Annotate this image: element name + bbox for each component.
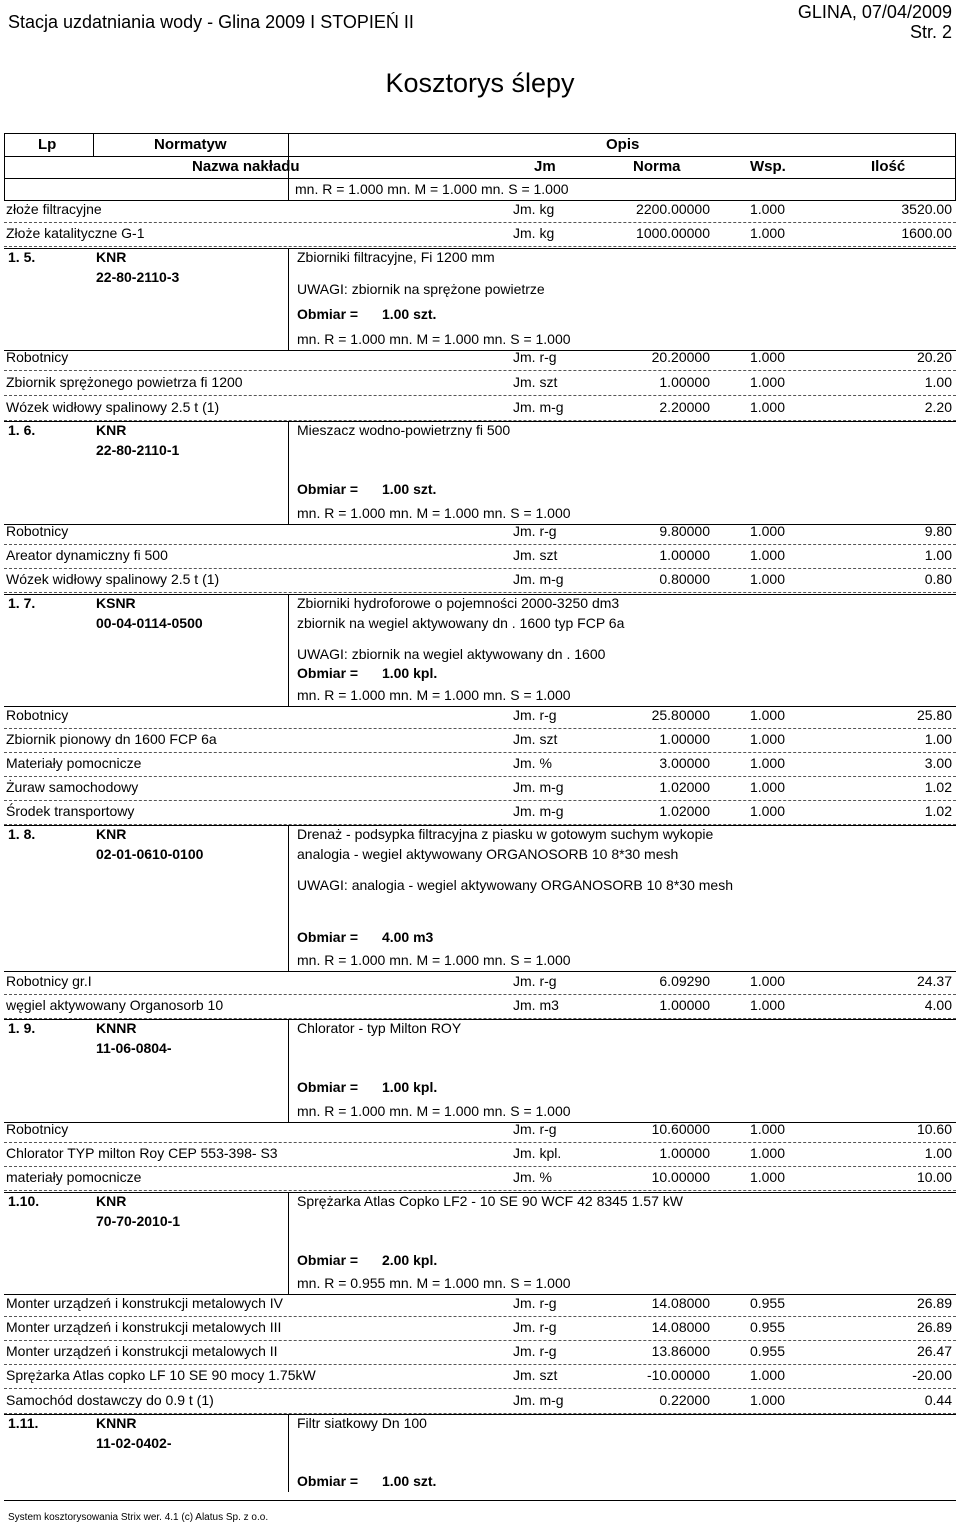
- norm-catalog: KNNR: [96, 1415, 137, 1431]
- header-top-rule: [4, 133, 956, 134]
- position-obmiar: [297, 1079, 437, 1095]
- resource-ilosc: 1.00: [924, 731, 952, 747]
- position-bottom-rule: [4, 706, 956, 707]
- obmiar-label: Obmiar =: [297, 1252, 362, 1268]
- col-header-ilosc: Ilość: [871, 158, 906, 175]
- position-top-rule: [4, 1019, 956, 1020]
- norm-code: 11-02-0402-: [96, 1435, 172, 1451]
- resource-unit: Jm. kpl.: [513, 1145, 562, 1161]
- resource-wsp: 1.000: [749, 547, 785, 563]
- resource-unit: Jm. kg: [513, 225, 555, 241]
- resource-ilosc: 1600.00: [901, 225, 952, 241]
- position-divider: [288, 248, 289, 350]
- norm-catalog: KNR: [96, 249, 127, 265]
- obmiar-label: Obmiar =: [297, 929, 362, 945]
- norm-catalog: KSNR: [96, 595, 136, 611]
- position-top-rule: [4, 1414, 956, 1415]
- resource-wsp: 1.000: [749, 225, 785, 241]
- resource-name: Wózek widłowy spalinowy 2.5 t (1): [6, 571, 220, 587]
- row-separator: [4, 1142, 956, 1143]
- obmiar-value: 1.00 szt.: [381, 1473, 437, 1489]
- row-separator: [4, 728, 956, 729]
- obmiar-value: 4.00 m3: [381, 929, 434, 945]
- position-description: Zbiorniki hydroforowe o pojemności 2000-3250 dm3: [297, 595, 620, 611]
- resource-unit: Jm. m-g: [513, 571, 564, 587]
- row-separator: [4, 994, 956, 995]
- resource-name: Materiały pomocnicze: [6, 755, 142, 771]
- header-factors-rule: [4, 200, 956, 201]
- position-bottom-rule: [4, 350, 956, 351]
- resource-ilosc: 1.02: [924, 779, 952, 795]
- position-description: analogia - wegiel aktywowany ORGANOSORB 10 8*30 mesh: [297, 846, 679, 862]
- resource-name: węgiel aktywowany Organosorb 10: [6, 997, 224, 1013]
- row-separator: [4, 776, 956, 777]
- resource-unit: Jm. r-g: [513, 1319, 557, 1335]
- resource-unit: Jm. szt: [513, 1367, 558, 1383]
- row-separator: [4, 222, 956, 223]
- resource-ilosc: 4.00: [924, 997, 952, 1013]
- position-factors: mn. R = 1.000 mn. M = 1.000 mn. S = 1.000: [297, 505, 571, 521]
- resource-norma: 20.20000: [651, 349, 710, 365]
- position-obmiar: [297, 1473, 436, 1489]
- resource-ilosc: 1.02: [924, 803, 952, 819]
- norm-catalog: KNR: [96, 826, 127, 842]
- resource-wsp: 1.000: [749, 779, 785, 795]
- position-factors: mn. R = 1.000 mn. M = 1.000 mn. S = 1.000: [297, 331, 571, 347]
- header-divider-lp: [93, 133, 94, 156]
- position-description: Mieszacz wodno-powietrzny fi 500: [297, 422, 511, 438]
- resource-name: Zbiornik pionowy dn 1600 FCP 6a: [6, 731, 217, 747]
- resource-unit: Jm. r-g: [513, 349, 557, 365]
- obmiar-value: 2.00 kpl.: [381, 1252, 438, 1268]
- resource-unit: Jm. r-g: [513, 523, 557, 539]
- norm-code: 11-06-0804-: [96, 1040, 172, 1056]
- position-factors: mn. R = 0.955 mn. M = 1.000 mn. S = 1.000: [297, 1275, 571, 1291]
- resource-norma: 13.86000: [651, 1343, 710, 1359]
- position-description: Zbiorniki filtracyjne, Fi 1200 mm: [297, 249, 495, 265]
- resource-name: Sprężarka Atlas copko LF 10 SE 90 mocy 1.75kW: [6, 1367, 316, 1383]
- row-separator: [4, 370, 956, 371]
- row-separator: [4, 592, 956, 593]
- position-bottom-rule: [4, 971, 956, 972]
- resource-unit: Jm. r-g: [513, 1343, 557, 1359]
- position-obmiar: [297, 665, 437, 681]
- resource-unit: Jm. szt: [513, 731, 558, 747]
- resource-ilosc: 25.80: [916, 707, 952, 723]
- resource-name: Chlorator TYP milton Roy CEP 553-398- S3: [6, 1145, 278, 1161]
- col-header-normatyw: Normatyw: [154, 136, 227, 153]
- position-top-rule: [4, 421, 956, 422]
- resource-ilosc: 0.44: [924, 1392, 952, 1408]
- top-factors: mn. R = 1.000 mn. M = 1.000 mn. S = 1.000: [295, 181, 569, 197]
- resource-name: Robotnicy: [6, 349, 69, 365]
- obmiar-value: 1.00 szt.: [381, 481, 437, 497]
- resource-norma: 10.60000: [651, 1121, 710, 1137]
- resource-norma: 6.09290: [659, 973, 710, 989]
- document-header-left: Stacja uzdatniania wody - Glina 2009 I STOPIEŃ II: [8, 12, 414, 32]
- row-separator: [4, 752, 956, 753]
- resource-wsp: 1.000: [749, 707, 785, 723]
- position-description: Chlorator - typ Milton ROY: [297, 1020, 462, 1036]
- resource-name: Robotnicy: [6, 523, 69, 539]
- position-number: 1.11.: [8, 1415, 39, 1431]
- resource-norma: 1.02000: [659, 779, 710, 795]
- col-header-nazwa: Nazwa nakładu: [192, 158, 300, 175]
- position-description: Drenaż - podsypka filtracyjna z piasku w gotowym suchym wykopie: [297, 826, 714, 842]
- resource-wsp: 1.000: [749, 1169, 785, 1185]
- resource-wsp: 1.000: [749, 399, 785, 415]
- resource-ilosc: 24.37: [916, 973, 952, 989]
- position-top-rule: [4, 1192, 956, 1193]
- position-divider: [288, 1019, 289, 1122]
- col-header-wsp: Wsp.: [750, 158, 786, 175]
- resource-ilosc: 2.20: [924, 399, 952, 415]
- resource-name: Monter urządzeń i konstrukcji metalowych II: [6, 1343, 278, 1359]
- resource-wsp: 1.000: [749, 571, 785, 587]
- col-header-opis: Opis: [606, 136, 640, 153]
- resource-ilosc: 10.00: [916, 1169, 952, 1185]
- resource-unit: Jm. m-g: [513, 803, 564, 819]
- position-number: 1. 9.: [8, 1020, 36, 1036]
- col-header-lp: Lp: [38, 136, 57, 153]
- row-separator: [4, 1316, 956, 1317]
- resource-wsp: 1.000: [749, 374, 785, 390]
- position-divider: [288, 825, 289, 971]
- document-header-right: [798, 2, 952, 42]
- resource-wsp: 1.000: [749, 349, 785, 365]
- obmiar-label: Obmiar =: [297, 1079, 362, 1095]
- norm-code: 02-01-0610-0100: [96, 846, 204, 862]
- resource-ilosc: 3.00: [924, 755, 952, 771]
- resource-unit: Jm. kg: [513, 201, 555, 217]
- resource-wsp: 1.000: [749, 523, 785, 539]
- resource-ilosc: 26.47: [916, 1343, 952, 1359]
- resource-name: Robotnicy: [6, 1121, 69, 1137]
- resource-unit: Jm. m-g: [513, 1392, 564, 1408]
- resource-unit: Jm. %: [513, 1169, 552, 1185]
- resource-ilosc: 0.80: [924, 571, 952, 587]
- page-bottom-rule: [4, 1500, 956, 1501]
- resource-name: Robotnicy gr.I: [6, 973, 92, 989]
- resource-norma: 14.08000: [651, 1295, 710, 1311]
- obmiar-label: Obmiar =: [297, 306, 362, 322]
- norm-catalog: KNNR: [96, 1020, 137, 1036]
- resource-ilosc: 26.89: [916, 1295, 952, 1311]
- resource-name: Żuraw samochodowy: [6, 779, 139, 795]
- page-title: Kosztorys ślepy: [385, 68, 575, 98]
- resource-wsp: 1.000: [749, 997, 785, 1013]
- norm-code: 22-80-2110-1: [96, 442, 180, 458]
- position-obmiar: [297, 481, 436, 497]
- resource-wsp: 1.000: [749, 1121, 785, 1137]
- resource-wsp: 1.000: [749, 803, 785, 819]
- position-remarks: UWAGI: analogia - wegiel aktywowany ORGANOSORB 10 8*30 mesh: [297, 877, 733, 893]
- header-border-left: [4, 133, 5, 200]
- position-divider: [288, 1192, 289, 1294]
- resource-ilosc: 1.00: [924, 547, 952, 563]
- position-factors: mn. R = 1.000 mn. M = 1.000 mn. S = 1.000: [297, 1103, 571, 1119]
- obmiar-label: Obmiar =: [297, 1473, 362, 1489]
- resource-wsp: 1.000: [749, 755, 785, 771]
- resource-ilosc: 26.89: [916, 1319, 952, 1335]
- position-obmiar: [297, 306, 436, 322]
- resource-ilosc: 3520.00: [901, 201, 952, 217]
- resource-ilosc: 20.20: [916, 349, 952, 365]
- resource-norma: 1.00000: [659, 997, 710, 1013]
- obmiar-value: 1.00 kpl.: [381, 665, 438, 681]
- row-separator: [4, 1364, 956, 1365]
- position-divider: [288, 594, 289, 706]
- norm-catalog: KNR: [96, 1193, 127, 1209]
- norm-code: 22-80-2110-3: [96, 269, 180, 285]
- position-number: 1. 5.: [8, 249, 36, 265]
- position-factors: mn. R = 1.000 mn. M = 1.000 mn. S = 1.000: [297, 952, 571, 968]
- resource-unit: Jm. szt: [513, 374, 558, 390]
- resource-unit: Jm. szt: [513, 547, 558, 563]
- resource-ilosc: 1.00: [924, 1145, 952, 1161]
- resource-ilosc: 10.60: [916, 1121, 952, 1137]
- row-separator: [4, 1388, 956, 1389]
- resource-wsp: 0.955: [749, 1343, 785, 1359]
- position-obmiar: [297, 1252, 437, 1268]
- resource-name: Złoże katalityczne G-1: [6, 225, 145, 241]
- resource-name: Areator dynamiczny fi 500: [6, 547, 168, 563]
- norm-code: 00-04-0114-0500: [96, 615, 203, 631]
- resource-norma: 1000.00000: [636, 225, 710, 241]
- obmiar-value: 1.00 kpl.: [381, 1079, 438, 1095]
- row-separator: [4, 1340, 956, 1341]
- resource-unit: Jm. m-g: [513, 779, 564, 795]
- col-header-norma: Norma: [633, 158, 681, 175]
- resource-norma: 14.08000: [651, 1319, 710, 1335]
- row-separator: [4, 1190, 956, 1191]
- obmiar-value: 1.00 szt.: [381, 306, 437, 322]
- resource-norma: 9.80000: [659, 523, 710, 539]
- resource-ilosc: -20.00: [912, 1367, 952, 1383]
- header-date: GLINA, 07/04/2009: [797, 2, 952, 22]
- resource-unit: Jm. m3: [513, 997, 559, 1013]
- position-top-rule: [4, 248, 956, 249]
- header-border-right: [955, 133, 956, 200]
- resource-unit: Jm. m-g: [513, 399, 564, 415]
- resource-wsp: 1.000: [749, 1145, 785, 1161]
- resource-norma: 10.00000: [651, 1169, 710, 1185]
- resource-name: Robotnicy: [6, 707, 69, 723]
- resource-unit: Jm. r-g: [513, 1121, 557, 1137]
- resource-norma: 1.00000: [659, 1145, 710, 1161]
- position-top-rule: [4, 594, 956, 595]
- row-separator: [4, 544, 956, 545]
- resource-wsp: 0.955: [749, 1295, 785, 1311]
- resource-name: Środek transportowy: [6, 803, 135, 819]
- col-header-jm: Jm: [534, 158, 556, 175]
- resource-wsp: 1.000: [749, 731, 785, 747]
- position-bottom-rule: [4, 524, 956, 525]
- row-separator: [4, 246, 956, 247]
- resource-name: Monter urządzeń i konstrukcji metalowych IV: [6, 1295, 283, 1311]
- position-description: Filtr siatkowy Dn 100: [297, 1415, 427, 1431]
- resource-norma: 3.00000: [659, 755, 710, 771]
- resource-wsp: 0.955: [749, 1319, 785, 1335]
- resource-norma: 2.20000: [659, 399, 710, 415]
- resource-unit: Jm. r-g: [513, 1295, 557, 1311]
- position-number: 1. 6.: [8, 422, 36, 438]
- norm-catalog: KNR: [96, 422, 127, 438]
- resource-norma: 0.22000: [659, 1392, 710, 1408]
- position-divider: [288, 1414, 289, 1492]
- position-divider: [288, 421, 289, 524]
- row-separator: [4, 1166, 956, 1167]
- row-separator: [4, 568, 956, 569]
- position-number: 1. 7.: [8, 595, 36, 611]
- resource-unit: Jm. r-g: [513, 707, 557, 723]
- resource-norma: 1.00000: [659, 547, 710, 563]
- header-mid-rule: [4, 156, 956, 157]
- obmiar-label: Obmiar =: [297, 665, 362, 681]
- row-separator: [4, 395, 956, 396]
- resource-name: Monter urządzeń i konstrukcji metalowych III: [6, 1319, 282, 1335]
- resource-unit: Jm. %: [513, 755, 552, 771]
- resource-norma: -10.00000: [646, 1367, 710, 1383]
- position-number: 1.10.: [8, 1193, 40, 1209]
- resource-norma: 25.80000: [651, 707, 710, 723]
- norm-code: 70-70-2010-1: [96, 1213, 181, 1229]
- resource-norma: 2200.00000: [636, 201, 710, 217]
- resource-norma: 1.00000: [659, 374, 710, 390]
- position-obmiar: [297, 929, 433, 945]
- position-description: Sprężarka Atlas Copko LF2 - 10 SE 90 WCF 42 8345 1.57 kW: [297, 1193, 683, 1209]
- row-separator: [4, 800, 956, 801]
- resource-name: złoże filtracyjne: [6, 201, 102, 217]
- resource-name: materiały pomocnicze: [6, 1169, 142, 1185]
- header-bottom-rule: [4, 178, 956, 179]
- resource-ilosc: 9.80: [924, 523, 952, 539]
- resource-wsp: 1.000: [749, 1367, 785, 1383]
- position-bottom-rule: [4, 1122, 956, 1123]
- position-description: zbiornik na wegiel aktywowany dn . 1600 typ FCP 6a: [297, 615, 625, 631]
- resource-norma: 1.00000: [659, 731, 710, 747]
- resource-wsp: 1.000: [749, 1392, 785, 1408]
- header-page: Str. 2: [909, 22, 952, 42]
- resource-ilosc: 1.00: [924, 374, 952, 390]
- resource-name: Zbiornik sprężonego powietrza fi 1200: [6, 374, 243, 390]
- resource-wsp: 1.000: [749, 201, 785, 217]
- obmiar-label: Obmiar =: [297, 481, 362, 497]
- resource-norma: 0.80000: [659, 571, 710, 587]
- resource-unit: Jm. r-g: [513, 973, 557, 989]
- position-remarks: UWAGI: zbiornik na wegiel aktywowany dn . 1600: [297, 646, 606, 662]
- position-factors: mn. R = 1.000 mn. M = 1.000 mn. S = 1.000: [297, 687, 571, 703]
- resource-name: Wózek widłowy spalinowy 2.5 t (1): [6, 399, 220, 415]
- position-remarks: UWAGI: zbiornik na sprężone powietrze: [297, 281, 545, 297]
- resource-wsp: 1.000: [749, 973, 785, 989]
- position-number: 1. 8.: [8, 826, 36, 842]
- page-footer: System kosztorysowania Strix wer. 4.1 (c) Alatus Sp. z o.o.: [8, 1512, 269, 1523]
- position-top-rule: [4, 825, 956, 826]
- resource-name: Samochód dostawczy do 0.9 t (1): [6, 1392, 214, 1408]
- resource-norma: 1.02000: [659, 803, 710, 819]
